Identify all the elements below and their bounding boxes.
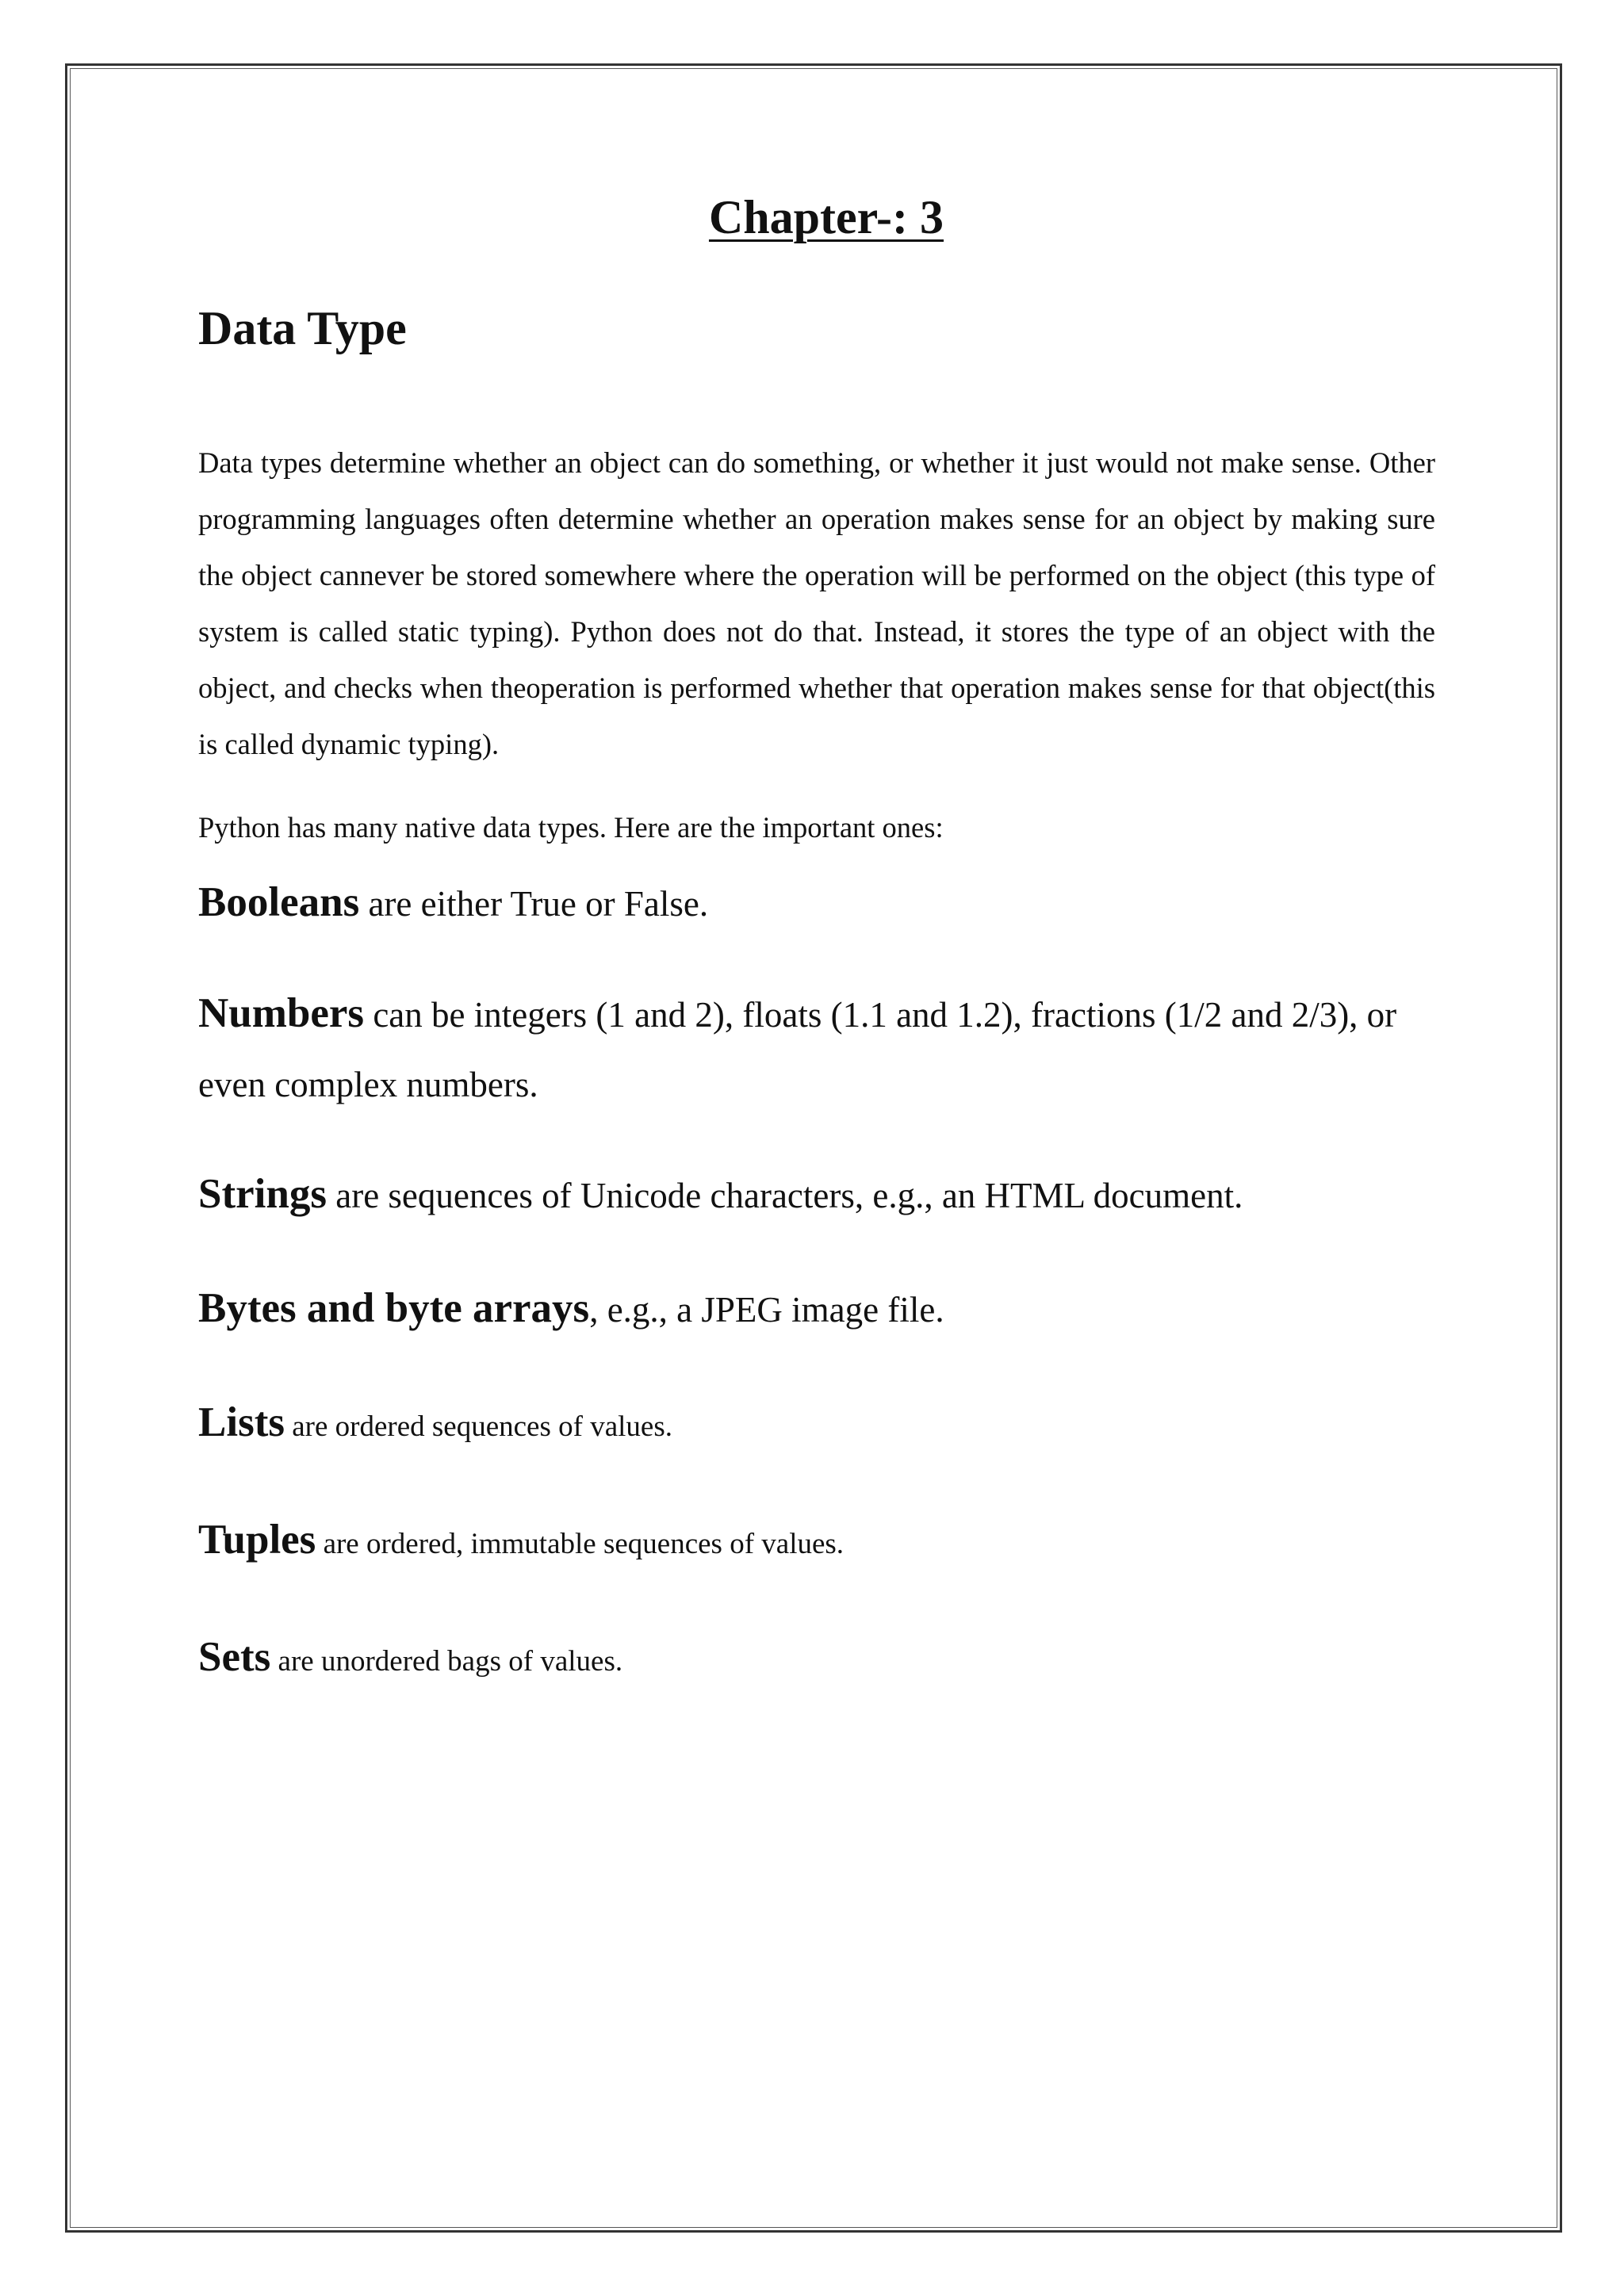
section-title: Data Type [198, 302, 407, 354]
data-type-name: Bytes and byte arrays [198, 1285, 590, 1331]
data-type-name: Tuples [198, 1517, 316, 1563]
data-type-description: are either True or False. [359, 884, 709, 924]
data-type-item-booleans [198, 867, 1435, 939]
data-type-item-tuples [198, 1505, 1435, 1579]
native-types-intro: Python has many native data types. Here are the important ones: [198, 811, 944, 844]
data-type-description: are unordered bags of values. [270, 1645, 623, 1678]
page-content [198, 181, 1435, 1697]
data-type-description: are ordered, immutable sequences of values. [316, 1528, 845, 1560]
chapter-title: Chapter-: 3 [708, 191, 944, 243]
intro-paragraph: Data types determine whether an object can do something, or whether it just would not make sense. Other programming languages often determine whether an operation makes sense for an object by making sure the object cannever be stored somewhere where the operation will be performed on the object (this type of system is called static typing). Python does not do that. Instead, it stores the type of an object with the object, and checks when theoperation is performed whether that operation makes sense for that object(this is called dynamic typing). [198, 446, 1435, 760]
data-type-description: , e.g., a JPEG image file. [589, 1290, 944, 1330]
data-type-name: Lists [198, 1399, 285, 1445]
data-type-description: can be integers (1 and 2), floats (1.1 and 1.2), fractions (1/2 and 2/3), or even complex numbers. [198, 995, 1397, 1104]
data-type-description: are sequences of Unicode characters, e.g., an HTML document. [326, 1176, 1243, 1215]
data-type-item-strings [198, 1159, 1435, 1230]
data-type-list [198, 867, 1435, 1697]
data-type-name: Booleans [198, 879, 360, 925]
data-type-item-numbers [198, 978, 1435, 1119]
data-type-name: Sets [198, 1634, 271, 1680]
data-type-name: Strings [198, 1171, 327, 1217]
data-type-name: Numbers [198, 990, 365, 1036]
data-type-item-lists [198, 1387, 1435, 1462]
data-type-item-sets [198, 1622, 1435, 1697]
data-type-item-bytes [198, 1273, 1435, 1345]
data-type-description: are ordered sequences of values. [284, 1410, 672, 1443]
